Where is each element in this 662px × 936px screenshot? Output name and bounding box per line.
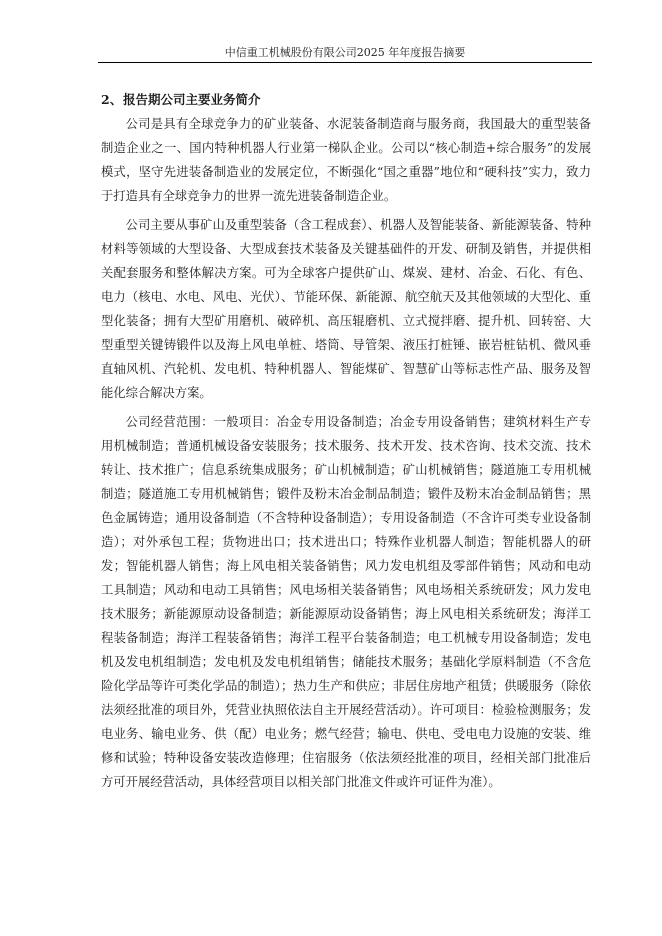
paragraph-business-scope: 公司经营范围：一般项目：冶金专用设备制造；冶金专用设备销售；建筑材料生产专用机械制造；普通机械设备安装服务；技术服务、技术开发、技术咨询、技术交流、技术转让、技术推广；信息系统集成服务；矿山机械制造；矿山机械销售；隧道施工专用机械制造；隧道施工专用机械销售；锻件及粉末冶金制品制造；锻件及粉末冶金制品销售；黑色金属铸造；通用设备制造（不含特种设备制造）；专用设备制造（不含许可类专业设备制造）；对外承包工程；货物进出口；技术进出口；特殊作业机器人制造；智能机器人的研发；智能机器人销售；海上风电相关装备销售；风力发电机组及零部件销售；风动和电动工具制造；风动和电动工具销售；风电场相关装备销售；风电场相关系统研发；风力发电技术服务；新能源原动设备制造；新能源原动设备销售；海上风电相关系统研发；海洋工程装备制造；海洋工程装备销售；海洋工程平台装备制造；电工机械专用设备制造；发电机及发电机组制造；发电机及发电机组销售；储能技术服务；基础化学原料制造（不含危险化学品等许可类化学品的制造）；热力生产和供应；非居住房地产租赁；供暖服务（除依法须经批准的项目外，凭营业执照依法自主开展经营活动）。许可项目：检验检测服务；发电业务、输电业务、供（配）电业务；燃气经营；输电、供电、受电电力设施的安装、维修和试验；特种设备安装改造修理；住宿服务（依法须经批准的项目，经相关部门批准后方可开展经营活动，具体经营项目以相关部门批准文件或许可证件为准）。 [101,415,591,789]
section-number: 2、 [101,92,123,107]
header-divider [98,62,592,63]
section-heading [101,92,261,108]
section-title: 报告期公司主要业务简介 [123,92,261,107]
paragraph-main-business: 公司主要从事矿山及重型装备（含工程成套）、机器人及智能装备、新能源装备、特种材料等领域的大型设备、大型成套技术装备及关键基础件的开发、研制及销售，并提供相关配套服务和整体解决方案。可为全球客户提供矿山、煤炭、建材、冶金、石化、有色、电力（核电、水电、风电、光伏）、节能环保、新能源、航空航天及其他领域的大型化、重型化装备；拥有大型矿用磨机、破碎机、高压辊磨机、立式搅拌磨、提升机、回转窑、大型重型关键铸锻件以及海上风电单桩、塔筒、导管架、液压打桩锤、嵌岩桩钻机、微风垂直轴风机、汽轮机、发电机、特种机器人、智能煤矿、智慧矿山等标志性产品、服务及智能化综合解决方案。 [101,218,591,400]
page-header: 中信重工机械股份有限公司2025 年年度报告摘要 [224,46,466,59]
paragraph-company-overview: 公司是具有全球竞争力的矿业装备、水泥装备制造商与服务商，我国最大的重型装备制造企业之一、国内特种机器人行业第一梯队企业。公司以“核心制造+综合服务”的发展模式，坚守先进装备制造业的发展定位，不断强化“国之重器”地位和“硬科技”实力，致力于打造具有全球竞争力的世界一流先进装备制造企业。 [101,117,591,203]
body-text [101,112,591,799]
